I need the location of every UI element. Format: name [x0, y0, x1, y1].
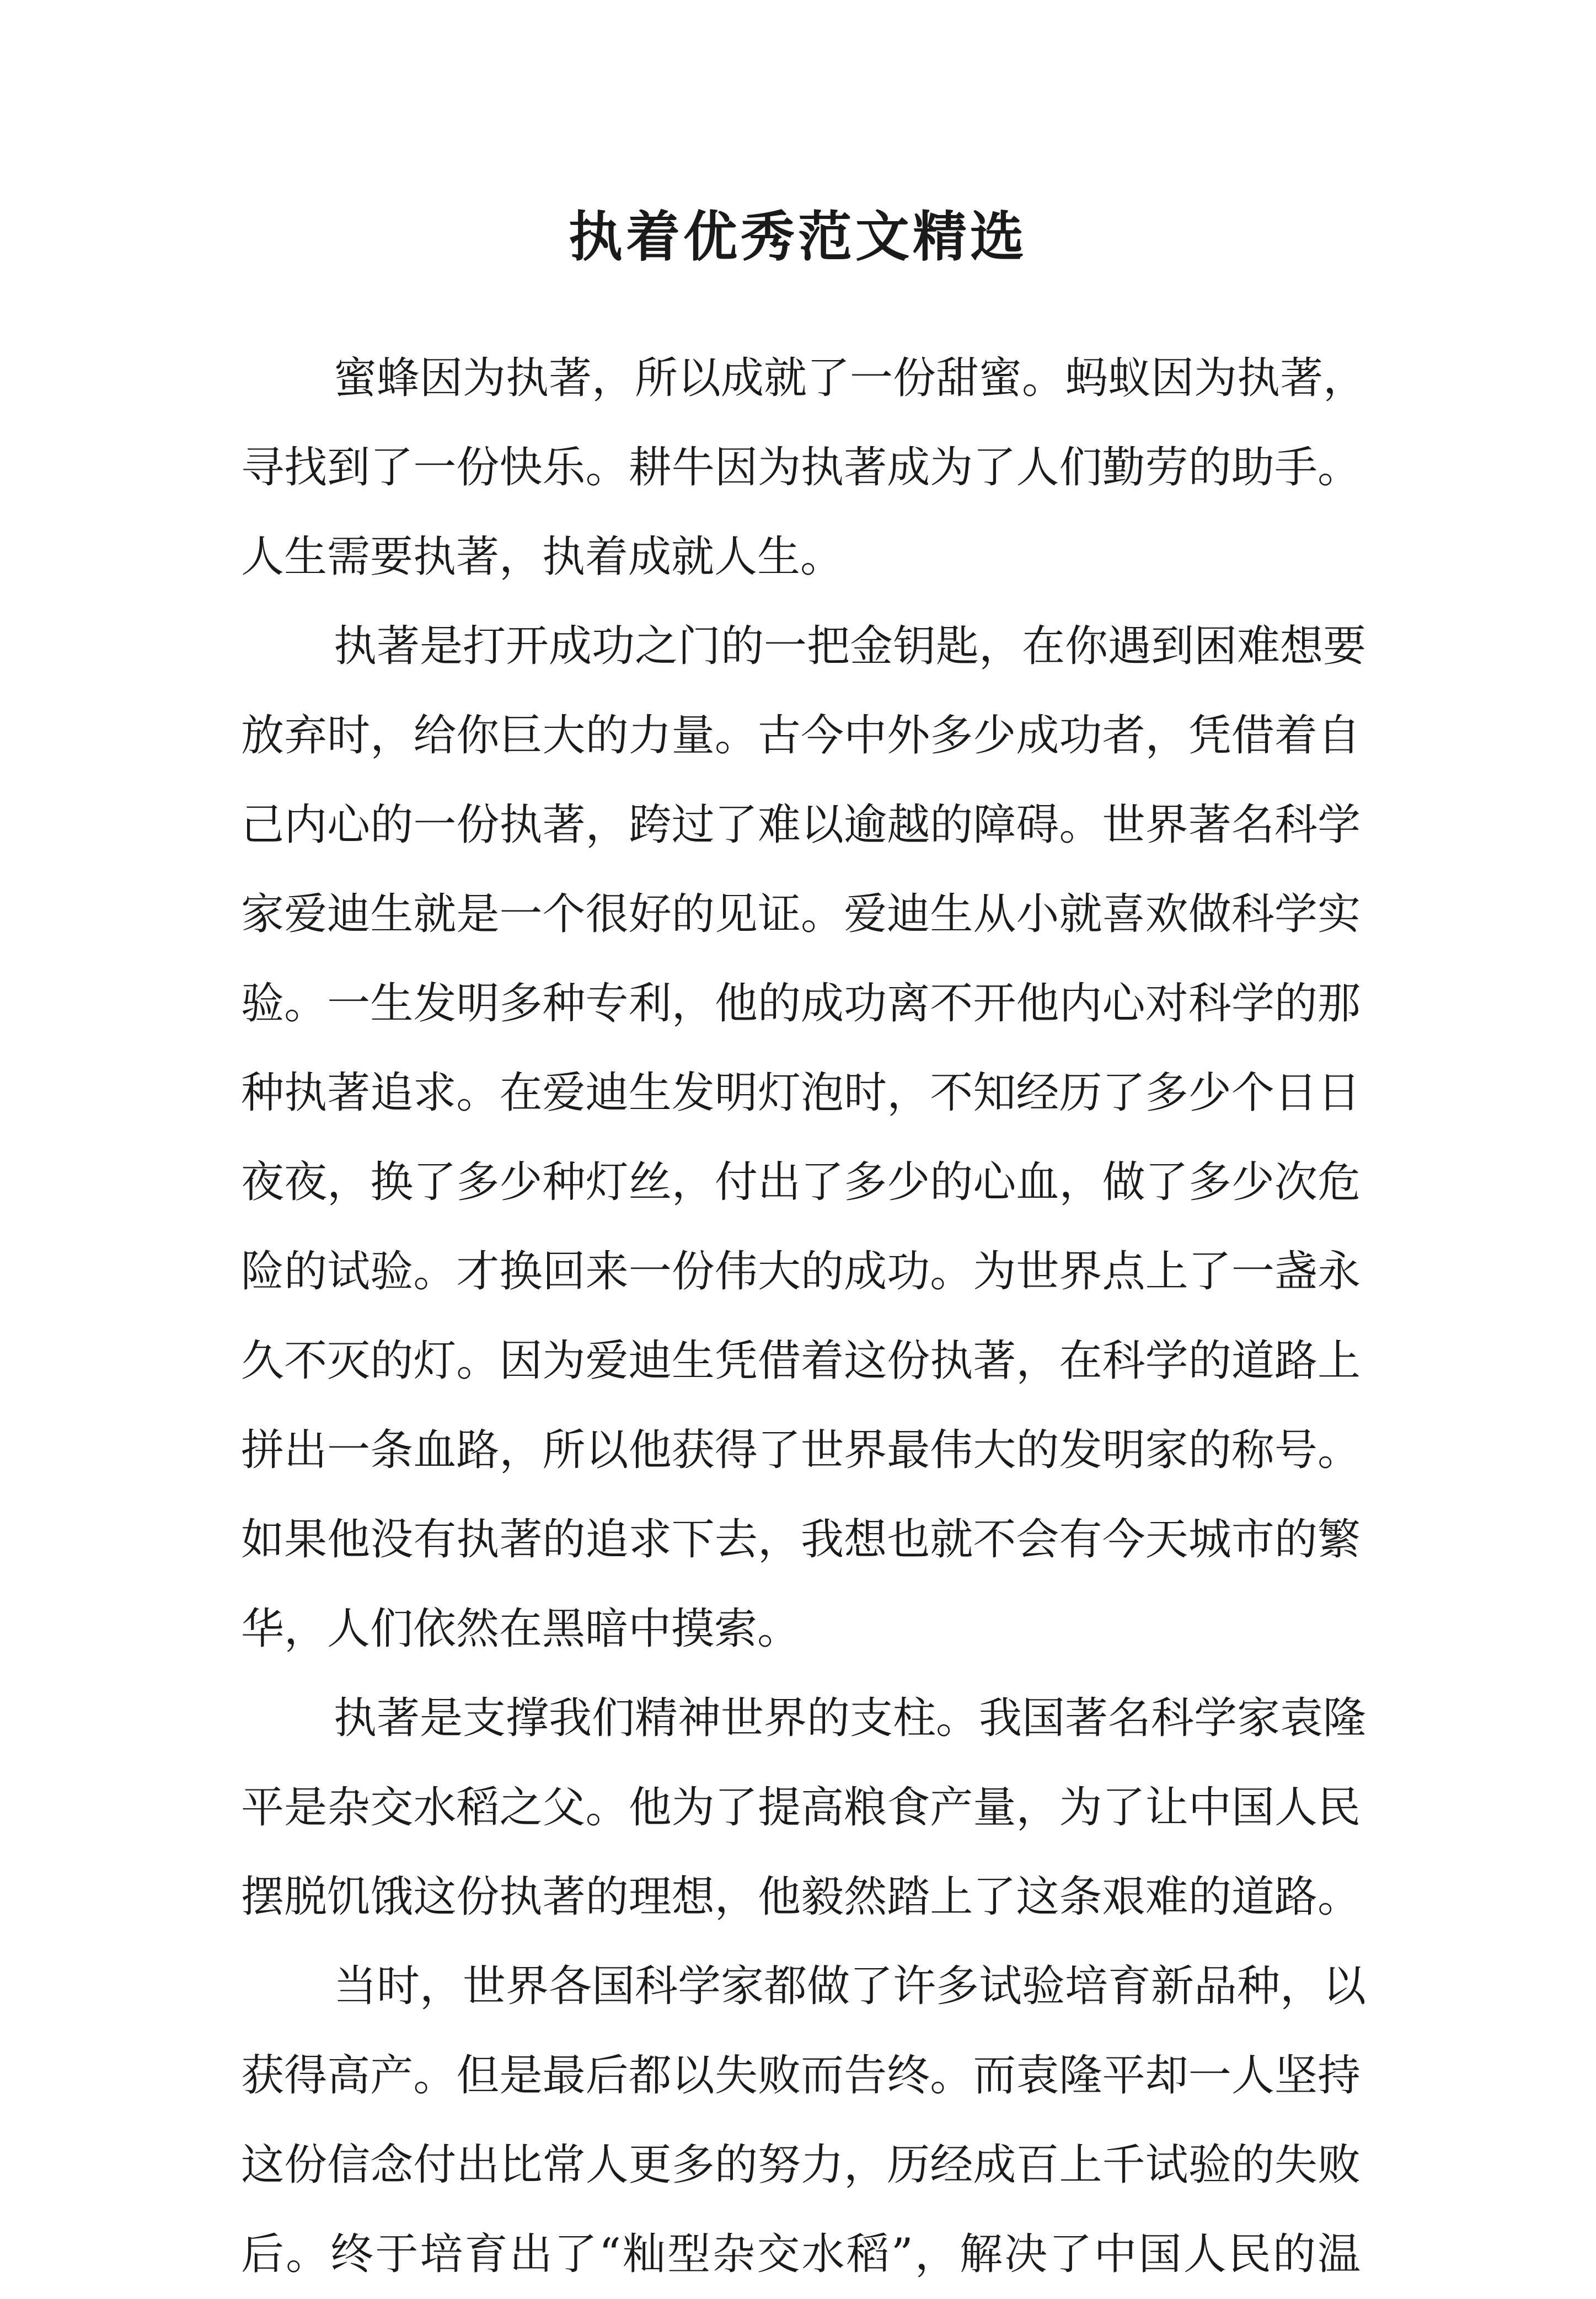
text-line: 执著是打开成功之门的一把金钥匙，在你遇到困难想要: [334, 621, 1367, 671]
text-line: 执著是支撑我们精神世界的支柱。我国著名科学家袁隆: [334, 1694, 1367, 1743]
text-line: 蜜蜂因为执著，所以成就了一份甜蜜。蚂蚁因为执著，: [334, 353, 1367, 403]
text-line: 平是杂交水稻之父。他为了提高粮食产量，为了让中国人民: [241, 1783, 1361, 1832]
text-line: 放弃时，给你巨大的力量。古今中外多少成功者，凭借着自: [241, 711, 1361, 760]
text-line: 华，人们依然在黑暗中摸索。: [241, 1604, 801, 1654]
document-title: 执着优秀范文精选: [568, 205, 1027, 269]
text-line: 摆脱饥饿这份执著的理想，他毅然踏上了这条艰难的道路。: [241, 1872, 1361, 1922]
text-line: 如果他没有执著的追求下去，我想也就不会有今天城市的繁: [241, 1515, 1361, 1564]
text-line: 获得高产。但是最后都以失败而告终。而袁隆平却一人坚持: [241, 2051, 1361, 2100]
document-body: [241, 334, 1367, 2299]
text-line: 人生需要执著，执着成就人生。: [241, 532, 844, 582]
text-line: 拼出一条血路，所以他获得了世界最伟大的发明家的称号。: [241, 1426, 1361, 1475]
text-line: 这份信念付出比常人更多的努力，历经成百上千试验的失败: [241, 2140, 1361, 2190]
text-line: 家爱迪生就是一个很好的见证。爱迪生从小就喜欢做科学实: [241, 889, 1361, 939]
text-line: 夜夜，换了多少种灯丝，付出了多少的心血，做了多少次危: [241, 1157, 1361, 1207]
text-line: 己内心的一份执著，跨过了难以逾越的障碍。世界著名科学: [241, 800, 1361, 850]
text-line: 寻找到了一份快乐。耕牛因为执著成为了人们勤劳的助手。: [241, 443, 1361, 492]
text-line: 险的试验。才换回来一份伟大的成功。为世界点上了一盏永: [241, 1247, 1361, 1296]
text-line: 种执著追求。在爱迪生发明灯泡时，不知经历了多少个日日: [241, 1068, 1361, 1118]
text-line: 验。一生发明多种专利，他的成功离不开他内心对科学的那: [241, 979, 1361, 1028]
text-line: 后。终于培育出了“籼型杂交水稻”，解决了中国人民的温: [241, 2230, 1361, 2279]
text-line: 久不灭的灯。因为爱迪生凭借着这份执著，在科学的道路上: [241, 1336, 1361, 1386]
text-line: 当时，世界各国科学家都做了许多试验培育新品种，以: [334, 1962, 1367, 2011]
